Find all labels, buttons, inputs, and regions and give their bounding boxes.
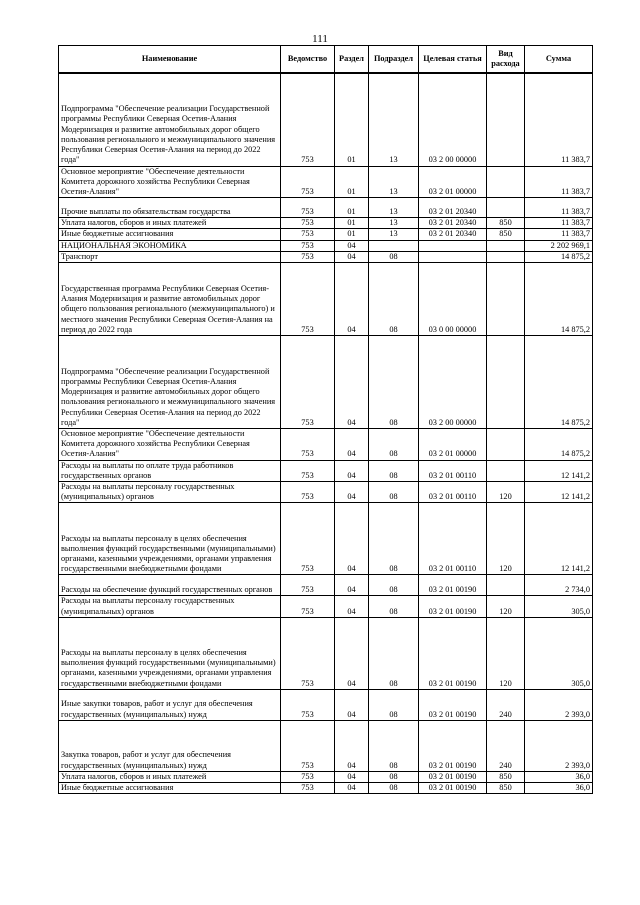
table-row (59, 229, 593, 240)
cell-amount: 11 383,7 (525, 73, 593, 166)
cell-section: 04 (335, 335, 369, 428)
cell-exp-type: 120 (487, 503, 525, 575)
cell-exp-type (487, 575, 525, 596)
header-subsection: Подраздел (369, 46, 419, 74)
cell-subsection: 13 (369, 166, 419, 198)
cell-section: 01 (335, 73, 369, 166)
table-row (59, 335, 593, 428)
cell-dept: 753 (281, 782, 335, 793)
cell-exp-type: 120 (487, 617, 525, 689)
cell-exp-type: 240 (487, 720, 525, 771)
cell-exp-type (487, 428, 525, 460)
cell-dept: 753 (281, 720, 335, 771)
cell-subsection: 08 (369, 262, 419, 335)
cell-target (419, 240, 487, 251)
cell-name: Расходы на выплаты по оплате труда работников государственных органов (59, 460, 281, 481)
header-name: Наименование (59, 46, 281, 74)
cell-target: 03 2 01 00000 (419, 166, 487, 198)
cell-exp-type: 120 (487, 596, 525, 617)
cell-name: Уплата налогов, сборов и иных платежей (59, 771, 281, 782)
cell-dept: 753 (281, 218, 335, 229)
cell-subsection: 08 (369, 782, 419, 793)
cell-name: Основное мероприятие "Обеспечение деятельности Комитета дорожного хозяйства Республики Северная Осетия-Алания" (59, 428, 281, 460)
header-section: Раздел (335, 46, 369, 74)
cell-target: 03 2 01 00190 (419, 771, 487, 782)
cell-section: 04 (335, 262, 369, 335)
cell-target: 03 2 01 00190 (419, 720, 487, 771)
cell-amount: 2 393,0 (525, 720, 593, 771)
cell-subsection: 08 (369, 575, 419, 596)
cell-section: 04 (335, 503, 369, 575)
table-row (59, 481, 593, 502)
table-row (59, 575, 593, 596)
cell-amount: 11 383,7 (525, 218, 593, 229)
cell-section: 04 (335, 481, 369, 502)
cell-dept: 753 (281, 251, 335, 262)
cell-name: НАЦИОНАЛЬНАЯ ЭКОНОМИКА (59, 240, 281, 251)
cell-subsection: 08 (369, 720, 419, 771)
cell-section: 04 (335, 782, 369, 793)
cell-section: 04 (335, 428, 369, 460)
cell-subsection: 08 (369, 481, 419, 502)
table-row (59, 251, 593, 262)
cell-name: Основное мероприятие "Обеспечение деятельности Комитета дорожного хозяйства Республики Северная Осетия-Алания" (59, 166, 281, 198)
cell-exp-type: 240 (487, 689, 525, 720)
cell-amount: 11 383,7 (525, 166, 593, 198)
cell-name: Транспорт (59, 251, 281, 262)
cell-name: Прочие выплаты по обязательствам государства (59, 198, 281, 218)
cell-target: 03 2 00 00000 (419, 335, 487, 428)
cell-target: 03 2 01 00190 (419, 689, 487, 720)
header-exp-type: Вид расхода (487, 46, 525, 74)
cell-section: 04 (335, 575, 369, 596)
cell-dept: 753 (281, 428, 335, 460)
cell-dept: 753 (281, 771, 335, 782)
cell-section: 01 (335, 229, 369, 240)
cell-name: Иные закупки товаров, работ и услуг для обеспечения государственных (муниципальных) нужд (59, 689, 281, 720)
cell-subsection: 08 (369, 771, 419, 782)
cell-target: 03 2 01 00190 (419, 596, 487, 617)
cell-name: Иные бюджетные ассигнования (59, 229, 281, 240)
table-row (59, 460, 593, 481)
cell-amount: 305,0 (525, 596, 593, 617)
cell-amount: 11 383,7 (525, 198, 593, 218)
cell-target: 03 0 00 00000 (419, 262, 487, 335)
cell-name: Иные бюджетные ассигнования (59, 782, 281, 793)
cell-subsection: 13 (369, 73, 419, 166)
page-number: 111 (312, 33, 328, 45)
table-row (59, 73, 593, 166)
table-row (59, 240, 593, 251)
cell-exp-type: 850 (487, 218, 525, 229)
cell-exp-type: 850 (487, 771, 525, 782)
cell-subsection: 08 (369, 503, 419, 575)
cell-name: Закупка товаров, работ и услуг для обеспечения государственных (муниципальных) нужд (59, 720, 281, 771)
cell-section: 04 (335, 596, 369, 617)
table-row (59, 689, 593, 720)
cell-amount: 14 875,2 (525, 251, 593, 262)
cell-dept: 753 (281, 617, 335, 689)
cell-amount: 11 383,7 (525, 229, 593, 240)
cell-target: 03 2 01 00110 (419, 481, 487, 502)
cell-amount: 14 875,2 (525, 262, 593, 335)
cell-section: 04 (335, 251, 369, 262)
cell-target: 03 2 01 00190 (419, 782, 487, 793)
cell-amount: 2 734,0 (525, 575, 593, 596)
cell-exp-type (487, 262, 525, 335)
cell-section: 01 (335, 218, 369, 229)
cell-section: 04 (335, 617, 369, 689)
table-row (59, 596, 593, 617)
cell-subsection: 08 (369, 460, 419, 481)
cell-section: 01 (335, 198, 369, 218)
cell-section: 04 (335, 720, 369, 771)
cell-name: Государственная программа Республики Северная Осетия-Алания Модернизация и развитие автомобильных дорог общего пользования регионального (межмуниципального) и местного значения Республики Северная Осетия-Алания на период до 2022 года (59, 262, 281, 335)
cell-exp-type (487, 73, 525, 166)
cell-subsection: 13 (369, 229, 419, 240)
cell-target: 03 2 00 00000 (419, 73, 487, 166)
cell-section: 04 (335, 460, 369, 481)
cell-section: 04 (335, 240, 369, 251)
cell-section: 04 (335, 771, 369, 782)
cell-amount: 14 875,2 (525, 335, 593, 428)
cell-section: 04 (335, 689, 369, 720)
cell-dept: 753 (281, 262, 335, 335)
table-body (59, 73, 593, 794)
cell-dept: 753 (281, 460, 335, 481)
cell-dept: 753 (281, 166, 335, 198)
table-row (59, 428, 593, 460)
cell-dept: 753 (281, 229, 335, 240)
cell-subsection (369, 240, 419, 251)
table-row (59, 503, 593, 575)
cell-exp-type (487, 240, 525, 251)
header-dept: Ведомство (281, 46, 335, 74)
table-header-row (59, 46, 593, 74)
header-amount: Сумма (525, 46, 593, 74)
cell-exp-type: 850 (487, 229, 525, 240)
cell-name: Подпрограмма "Обеспечение реализации Государственной программы Республики Северная Осетия-Алания Модернизация и развитие автомобильных дорог общего пользования регионального и межмуниципального значения Республики Северная Осетия-Алания на период до 2022 года" (59, 335, 281, 428)
cell-subsection: 08 (369, 689, 419, 720)
cell-subsection: 08 (369, 251, 419, 262)
cell-amount: 305,0 (525, 617, 593, 689)
table-row (59, 166, 593, 198)
cell-amount: 2 393,0 (525, 689, 593, 720)
cell-amount: 12 141,2 (525, 503, 593, 575)
cell-name: Подпрограмма "Обеспечение реализации Государственной программы Республики Северная Осетия-Алания Модернизация и развитие автомобильных дорог общего пользования регионального и межмуниципального значения Республики Северная Осетия-Алания на период до 2022 года" (59, 73, 281, 166)
cell-target: 03 2 01 20340 (419, 198, 487, 218)
cell-dept: 753 (281, 240, 335, 251)
cell-exp-type (487, 166, 525, 198)
cell-section: 01 (335, 166, 369, 198)
table-row (59, 262, 593, 335)
cell-dept: 753 (281, 198, 335, 218)
cell-dept: 753 (281, 503, 335, 575)
cell-name: Расходы на выплаты персоналу в целях обеспечения выполнения функций государственными (муниципальными) органами, казенными учреждениями, органами управления государственными внебюджетными фондами (59, 617, 281, 689)
cell-dept: 753 (281, 596, 335, 617)
header-target: Целевая статья (419, 46, 487, 74)
cell-subsection: 08 (369, 335, 419, 428)
cell-dept: 753 (281, 575, 335, 596)
cell-target (419, 251, 487, 262)
cell-name: Расходы на выплаты персоналу в целях обеспечения выполнения функций государственными (муниципальными) органами, казенными учреждениями, органами управления государственными внебюджетными фондами (59, 503, 281, 575)
cell-target: 03 2 01 00000 (419, 428, 487, 460)
table-row (59, 720, 593, 771)
cell-target: 03 2 01 00110 (419, 460, 487, 481)
cell-dept: 753 (281, 335, 335, 428)
cell-subsection: 13 (369, 198, 419, 218)
cell-exp-type: 850 (487, 782, 525, 793)
cell-exp-type (487, 460, 525, 481)
cell-amount: 14 875,2 (525, 428, 593, 460)
cell-subsection: 08 (369, 617, 419, 689)
cell-exp-type (487, 198, 525, 218)
cell-name: Расходы на обеспечение функций государственных органов (59, 575, 281, 596)
cell-target: 03 2 01 20340 (419, 229, 487, 240)
cell-dept: 753 (281, 689, 335, 720)
cell-exp-type (487, 335, 525, 428)
cell-exp-type (487, 251, 525, 262)
cell-amount: 36,0 (525, 782, 593, 793)
cell-target: 03 2 01 20340 (419, 218, 487, 229)
cell-dept: 753 (281, 481, 335, 502)
cell-amount: 36,0 (525, 771, 593, 782)
cell-target: 03 2 01 00190 (419, 617, 487, 689)
cell-subsection: 13 (369, 218, 419, 229)
cell-amount: 12 141,2 (525, 481, 593, 502)
table-row (59, 218, 593, 229)
table-row (59, 198, 593, 218)
cell-target: 03 2 01 00110 (419, 503, 487, 575)
table-row (59, 782, 593, 793)
cell-dept: 753 (281, 73, 335, 166)
table-row (59, 771, 593, 782)
cell-name: Расходы на выплаты персоналу государственных (муниципальных) органов (59, 596, 281, 617)
cell-name: Уплата налогов, сборов и иных платежей (59, 218, 281, 229)
cell-amount: 12 141,2 (525, 460, 593, 481)
cell-name: Расходы на выплаты персоналу государственных (муниципальных) органов (59, 481, 281, 502)
cell-subsection: 08 (369, 596, 419, 617)
cell-target: 03 2 01 00190 (419, 575, 487, 596)
table-row (59, 617, 593, 689)
cell-amount: 2 202 969,1 (525, 240, 593, 251)
budget-table (58, 45, 593, 794)
cell-exp-type: 120 (487, 481, 525, 502)
cell-subsection: 08 (369, 428, 419, 460)
